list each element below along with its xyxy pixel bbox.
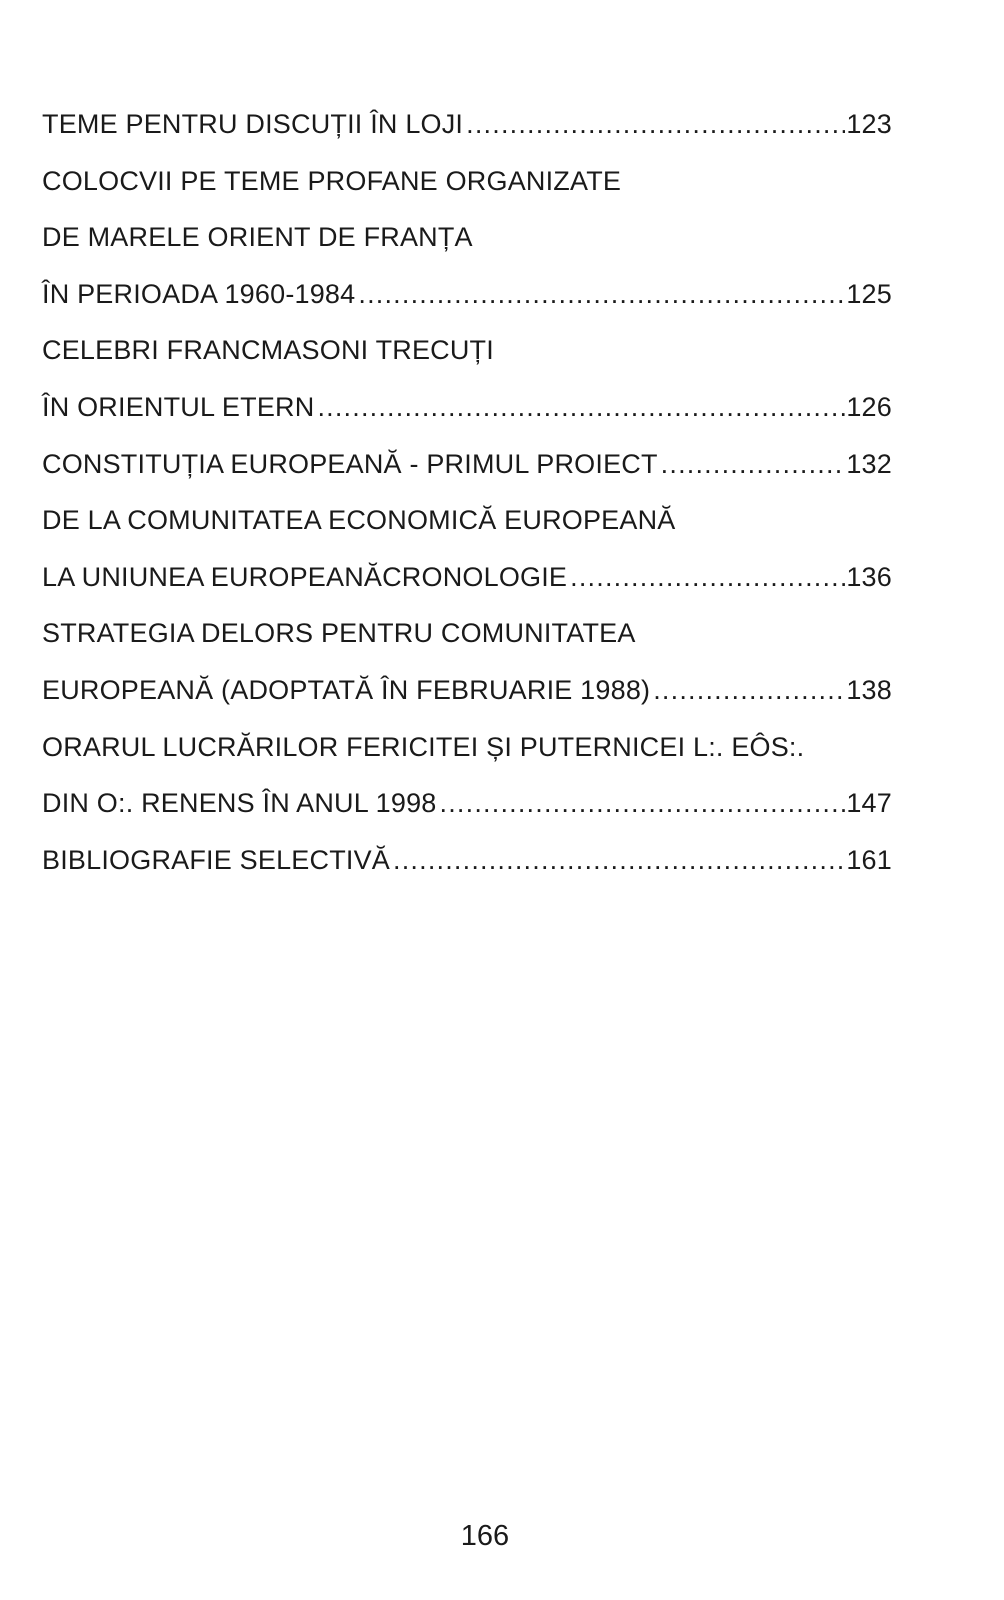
toc-entry-title: EUROPEANĂ (ADOPTATĂ ÎN FEBRUARIE 1988): [42, 674, 651, 705]
toc-leader-dots: [570, 549, 845, 606]
toc-line: [42, 209, 892, 266]
toc-entry-title: DIN O:. RENENS ÎN ANUL 1998: [42, 788, 437, 819]
toc-entry-title: COLOCVII PE TEME PROFANE ORGANIZATE: [42, 165, 622, 196]
toc-entry-title: TEME PENTRU DISCUȚII ÎN LOJI: [42, 109, 464, 139]
toc-line: [42, 322, 892, 379]
toc-entry-title: BIBLIOGRAFIE SELECTIVĂ: [42, 844, 391, 875]
toc-entry-title: LA UNIUNEA EUROPEANĂCRONOLOGIE: [42, 561, 568, 592]
toc-line: [42, 153, 892, 210]
toc-entry-title: DE MARELE ORIENT DE FRANȚA: [42, 222, 473, 253]
toc-leader-dots: [317, 379, 845, 436]
toc-entry-page: 123: [846, 109, 892, 139]
toc-leader-dots: [661, 436, 846, 493]
toc-line: [42, 549, 892, 606]
toc-line: [42, 775, 892, 832]
toc-line: [42, 266, 892, 323]
toc-entry-page: 132: [846, 448, 892, 479]
toc-entry-page: 136: [846, 561, 892, 592]
toc-entry-title: ÎN PERIOADA 1960-1984: [42, 278, 356, 309]
toc-entry-page: 125: [846, 278, 892, 309]
toc-entry-title: ÎN ORIENTUL ETERN: [42, 391, 315, 422]
toc-leader-dots: [466, 96, 845, 153]
toc-line: [42, 492, 892, 549]
toc-entry-title: CELEBRI FRANCMASONI TRECUȚI: [42, 335, 494, 366]
toc-entry-page: 126: [846, 391, 892, 422]
toc-entry-title: CONSTITUȚIA EUROPEANĂ - PRIMUL PROIECT: [42, 448, 658, 479]
toc-leader-dots: [440, 775, 846, 832]
toc-line: [42, 379, 892, 436]
toc-entry-title: DE LA COMUNITATEA ECONOMICĂ EUROPEANĂ: [42, 505, 676, 536]
toc-leader-dots: [358, 266, 845, 323]
toc-entry-title: STRATEGIA DELORS PENTRU COMUNITATEA: [42, 618, 636, 649]
toc-line: [42, 832, 892, 889]
toc-entry-title: ORARUL LUCRĂRILOR FERICITEI ȘI PUTERNICEI L:. EÔS:.: [42, 731, 805, 762]
toc-leader-dots: [653, 662, 845, 719]
toc-line: [42, 605, 892, 662]
toc-entry-page: 161: [846, 844, 892, 875]
toc-entry-page: 147: [846, 788, 892, 819]
toc-line: [42, 436, 892, 493]
toc-line: [42, 96, 892, 153]
toc-leader-dots: [393, 832, 845, 889]
page-number: 166: [460, 1520, 510, 1552]
toc-line: [42, 662, 892, 719]
toc-line: [42, 719, 892, 776]
toc-entry-page: 138: [846, 674, 892, 705]
table-of-contents: [42, 96, 892, 888]
